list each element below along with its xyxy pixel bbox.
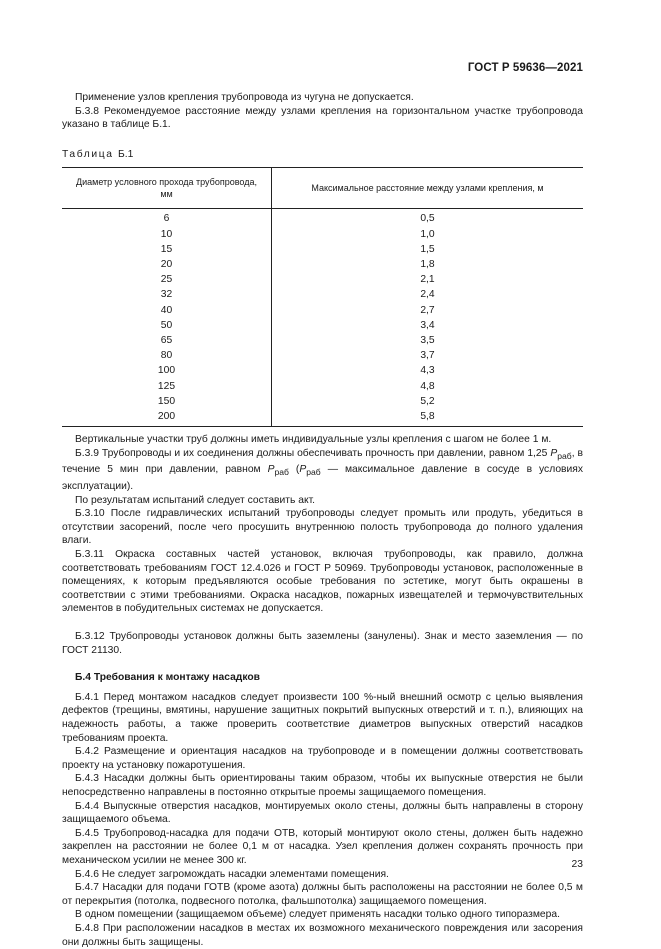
spacer bbox=[62, 657, 583, 671]
paragraph: Б.4.6 Не следует загромождать насадки элементами помещения. bbox=[75, 868, 389, 880]
table-row bbox=[62, 209, 583, 227]
table-row bbox=[62, 318, 583, 333]
page-number: 23 bbox=[571, 859, 583, 870]
cell-distance: 0,5 bbox=[420, 213, 435, 225]
document-header: ГОСТ Р 59636—2021 bbox=[467, 62, 583, 74]
cell-distance: 3,7 bbox=[420, 350, 435, 362]
cell-diameter: 32 bbox=[62, 287, 272, 302]
cell-diameter: 25 bbox=[62, 272, 272, 287]
table-row bbox=[62, 348, 583, 363]
cell-distance: 1,0 bbox=[420, 228, 435, 240]
table-caption-number: Б.1 bbox=[118, 148, 134, 160]
paragraph: Б.3.8 Рекомендуемое расстояние между узлами крепления на горизонтальном участке трубопровода указано в таблице Б.1. bbox=[62, 105, 583, 131]
table-header-row bbox=[62, 168, 583, 209]
cell-diameter: 10 bbox=[62, 227, 272, 242]
paragraph: Б.3.12 Трубопроводы установок должны быть заземлены (занулены). Знак и место заземления — по ГОСТ 21130. bbox=[62, 631, 583, 656]
cell-diameter: 6 bbox=[62, 209, 272, 227]
page-content bbox=[62, 91, 583, 949]
paragraph: Б.4.7 Насадки для подачи ГОТВ (кроме азота) должны быть расположены на расстоянии не более 0,5 м от перекрытия (потолка, подвесного потолка, фальшпотолка) защищаемого помещения. bbox=[62, 882, 583, 907]
cell-diameter: 40 bbox=[62, 303, 272, 318]
cell-distance: 5,2 bbox=[420, 395, 435, 407]
paragraph: Вертикальные участки труб должны иметь индивидуальные узлы крепления с шагом не более 1 м. bbox=[75, 434, 552, 446]
cell-distance: 1,5 bbox=[420, 243, 435, 255]
table-row bbox=[62, 242, 583, 257]
cell-diameter: 50 bbox=[62, 318, 272, 333]
cell-distance: 4,8 bbox=[420, 380, 435, 392]
cell-diameter: 200 bbox=[62, 409, 272, 427]
table-row bbox=[62, 333, 583, 348]
cell-distance: 2,4 bbox=[420, 289, 435, 301]
cell-diameter: 20 bbox=[62, 257, 272, 272]
table-row bbox=[62, 394, 583, 409]
paragraph: Б.4.8 При расположении насадков в местах их возможного механического повреждения или засорения они должны быть защищены. bbox=[62, 922, 583, 948]
spacer bbox=[62, 616, 583, 630]
table-row bbox=[62, 363, 583, 378]
cell-diameter: 100 bbox=[62, 363, 272, 378]
paragraph: Б.3.10 После гидравлических испытаний трубопроводы следует промыть или продуть, убедиться в отсутствии засорений, после чего просушить внутреннюю полость трубопровода до полного удаления влаги. bbox=[62, 508, 583, 547]
cell-distance: 4,3 bbox=[420, 365, 435, 377]
cell-distance: 5,8 bbox=[420, 411, 435, 423]
table-row bbox=[62, 227, 583, 242]
cell-diameter: 80 bbox=[62, 348, 272, 363]
paragraph-b39: Б.3.9 Трубопроводы и их соединения должны обеспечивать прочность при давлении, равном 1,25 $P_{раб}$, в течение 5 мин при давлении, равном $P_{раб}$ ($P_{раб}$ — максимальное давление в сосуде в условиях эксплуатации). bbox=[62, 447, 584, 493]
table-row bbox=[62, 379, 583, 394]
paragraph: В одном помещении (защищаемом объеме) следует применять насадки только одного типоразмера. bbox=[75, 909, 560, 921]
column-header-diameter: Диаметр условного прохода трубопровода, мм bbox=[62, 168, 272, 209]
cell-diameter: 150 bbox=[62, 394, 272, 409]
cell-diameter: 125 bbox=[62, 379, 272, 394]
cell-distance: 2,7 bbox=[420, 304, 435, 316]
paragraph: Б.4.4 Выпускные отверстия насадков, монтируемых около стены, должны быть направлены в сторону защищаемого объема. bbox=[62, 800, 583, 826]
cell-diameter: 65 bbox=[62, 333, 272, 348]
paragraph: Б.3.11 Окраска составных частей установок, включая трубопроводы, как правило, должна соответствовать требованиям ГОСТ 12.4.026 и ГОСТ Р 50969. Трубопроводы установок, расположенные в помещениях, к которым предъявляются особые требования по эстетике, могут быть окрашены в соответствии с этими требованиями. Окраска насадков, пожарных извещателей и термочувствительных элементов в побудительных системах не допускается. bbox=[62, 549, 583, 615]
paragraph: Б.4.5 Трубопровод-насадка для подачи ОТВ, который монтируют около стены, должен быть надежно закреплен на расстоянии не более 0,1 м от насадка. Узел крепления должен сохранять прочность при механическом усилии не менее 300 кг. bbox=[62, 827, 583, 866]
cell-distance: 1,8 bbox=[420, 258, 435, 270]
cell-distance: 3,4 bbox=[420, 319, 435, 331]
table-row bbox=[62, 303, 583, 318]
table-row bbox=[62, 287, 583, 302]
paragraph: Б.4.3 Насадки должны быть ориентированы таким образом, чтобы их выпускные отверстия не были непосредственно направлены в постоянно открытые проемы защищаемого помещения. bbox=[62, 773, 583, 798]
paragraph: Б.4.1 Перед монтажом насадков следует произвести 100 %-ный внешний осмотр с целью выявления дефектов (трещины, вмятины, нарушение защитных покрытий выпускных отверстий и т. п.), влияющих на надежность работы, а также проверить соответствие диаметров выпускных отверстий насадков требованиям проекта. bbox=[62, 691, 583, 744]
column-header-distance: Максимальное расстояние между узлами крепления, м bbox=[272, 168, 584, 209]
table-row bbox=[62, 257, 583, 272]
table-caption bbox=[62, 148, 583, 162]
table-row bbox=[62, 272, 583, 287]
table-caption-word: Таблица bbox=[62, 148, 114, 160]
table-row bbox=[62, 409, 583, 427]
cell-distance: 3,5 bbox=[420, 335, 435, 346]
section-title: Б.4 Требования к монтажу насадков bbox=[75, 672, 260, 684]
cell-distance: 2,1 bbox=[420, 274, 435, 286]
paragraph: Применение узлов крепления трубопровода из чугуна не допускается. bbox=[75, 92, 414, 103]
cell-diameter: 15 bbox=[62, 242, 272, 257]
paragraph: По результатам испытаний следует составить акт. bbox=[75, 494, 316, 506]
distance-table bbox=[62, 167, 583, 427]
paragraph: Б.4.2 Размещение и ориентация насадков на трубопроводе и в помещении должны соответствовать проекту на установку пожаротушения. bbox=[62, 746, 583, 771]
